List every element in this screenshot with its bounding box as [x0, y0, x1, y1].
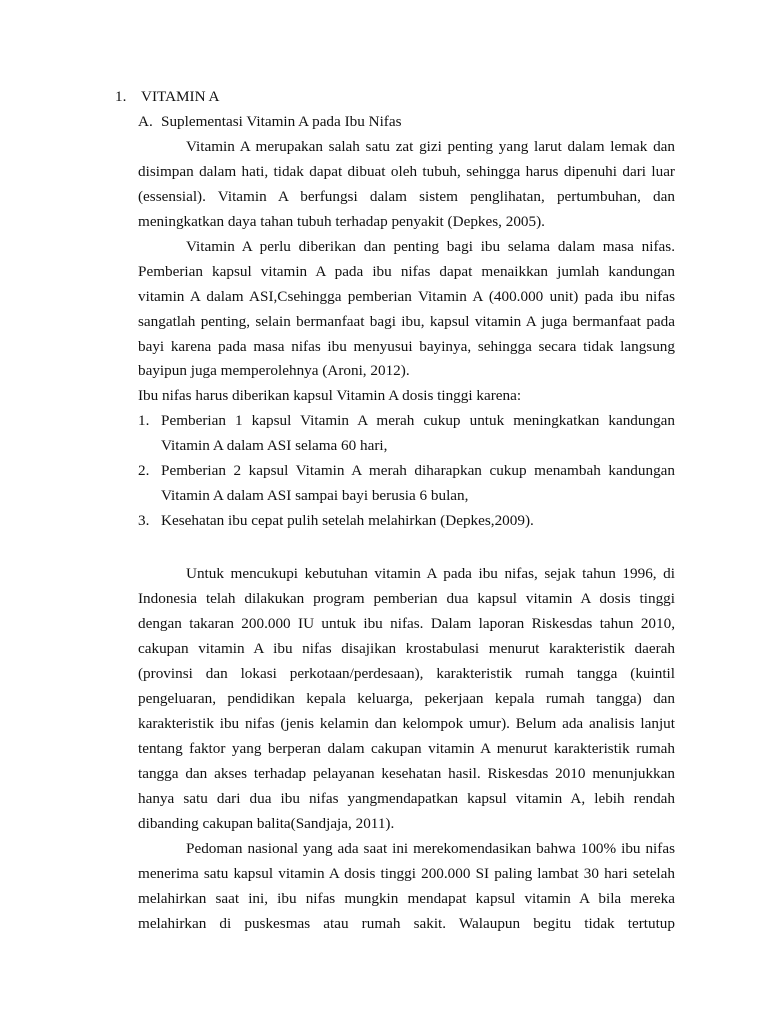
list-item-line: Pemberian 1 kapsul Vitamin A merah cukup untuk meningkatkan kandungan — [161, 412, 675, 429]
paragraph-2-line: bayipun juga memperolehnya (Aroni, 2012). — [138, 362, 410, 379]
section-title: VITAMIN A — [141, 88, 220, 105]
subsection-title: Suplementasi Vitamin A pada Ibu Nifas — [161, 113, 402, 130]
paragraph-3-line: dengan takaran 200.000 IU untuk ibu nifas. Dalam laporan Riskesdas tahun 2010, — [138, 615, 675, 632]
list-item-number: 3. — [138, 512, 150, 529]
list-item-line: Kesehatan ibu cepat pulih setelah melahirkan (Depkes,2009). — [161, 512, 534, 529]
paragraph-3-line: Indonesia telah dilakukan program pemberian dua kapsul vitamin A dosis tinggi — [138, 590, 675, 607]
paragraph-3-line: pengeluaran, pendidikan kepala keluarga, pekerjaan kepala rumah tangga) dan — [138, 690, 675, 707]
paragraph-4-line: Pedoman nasional yang ada saat ini merekomendasikan bahwa 100% ibu nifas — [186, 840, 675, 857]
paragraph-3-line: (provinsi dan lokasi perkotaan/perdesaan), karakteristik rumah tangga (kuintil — [138, 665, 675, 682]
list-intro: Ibu nifas harus diberikan kapsul Vitamin A dosis tinggi karena: — [138, 387, 522, 404]
paragraph-2-line: vitamin A dalam ASI,Csehingga pemberian Vitamin A (400.000 unit) pada ibu nifas — [138, 288, 675, 305]
paragraph-3-line: hanya satu dari dua ibu nifas yangmendapatkan kapsul vitamin A, lebih rendah — [138, 790, 675, 807]
list-item-line: Vitamin A dalam ASI selama 60 hari, — [161, 437, 388, 454]
subsection-letter: A. — [138, 113, 153, 130]
list-item-number: 2. — [138, 462, 150, 479]
section-number: 1. — [115, 88, 127, 105]
paragraph-3-line: tentang faktor yang berperan dalam cakupan vitamin A menurut karakteristik rumah — [138, 740, 675, 757]
paragraph-1-line: disimpan dalam hati, tidak dapat dibuat oleh tubuh, sehingga harus dipenuhi dari luar — [138, 163, 675, 180]
paragraph-1-line: Vitamin A merupakan salah satu zat gizi penting yang larut dalam lemak dan — [186, 138, 675, 155]
paragraph-4-line: melahirkan saat ini, ibu nifas mungkin mendapat kapsul vitamin A bila mereka — [138, 890, 675, 907]
paragraph-3-line: Untuk mencukupi kebutuhan vitamin A pada ibu nifas, sejak tahun 1996, di — [186, 565, 675, 582]
paragraph-2-line: sangatlah penting, selain bermanfaat bagi ibu, kapsul vitamin A juga bermanfaat pada — [138, 313, 675, 330]
paragraph-1-line: meningkatkan daya tahan tubuh terhadap penyakit (Depkes, 2005). — [138, 213, 545, 230]
list-item-line: Pemberian 2 kapsul Vitamin A merah diharapkan cukup menambah kandungan — [161, 462, 675, 479]
list-item-line: Vitamin A dalam ASI sampai bayi berusia 6 bulan, — [161, 487, 469, 504]
paragraph-3-line: tangga dan akses terhadap pelayanan kesehatan hasil. Riskesdas 2010 menunjukkan — [138, 765, 675, 782]
paragraph-4-line: menerima satu kapsul vitamin A dosis tinggi 200.000 SI paling lambat 30 hari setelah — [138, 865, 675, 882]
paragraph-3-line: cakupan vitamin A ibu nifas disajikan krostabulasi menurut karakteristik daerah — [138, 640, 675, 657]
paragraph-3-line: dibanding cakupan balita(Sandjaja, 2011). — [138, 815, 395, 832]
paragraph-3-line: karakteristik ibu nifas (jenis kelamin dan kelompok umur). Belum ada analisis lanjut — [138, 715, 675, 732]
paragraph-2-line: Vitamin A perlu diberikan dan penting bagi ibu selama dalam masa nifas. — [186, 238, 675, 255]
paragraph-1-line: (essensial). Vitamin A berfungsi dalam sistem penglihatan, pertumbuhan, dan — [138, 188, 675, 205]
list-item-number: 1. — [138, 412, 150, 429]
paragraph-2-line: bayi karena pada masa nifas ibu menyusui bayinya, sehingga secara tidak langsung — [138, 338, 675, 355]
paragraph-4-line: melahirkan di puskesmas atau rumah sakit. Walaupun begitu tidak tertutup — [138, 915, 675, 932]
paragraph-2-line: Pemberian kapsul vitamin A pada ibu nifas dapat menaikkan jumlah kandungan — [138, 263, 675, 280]
